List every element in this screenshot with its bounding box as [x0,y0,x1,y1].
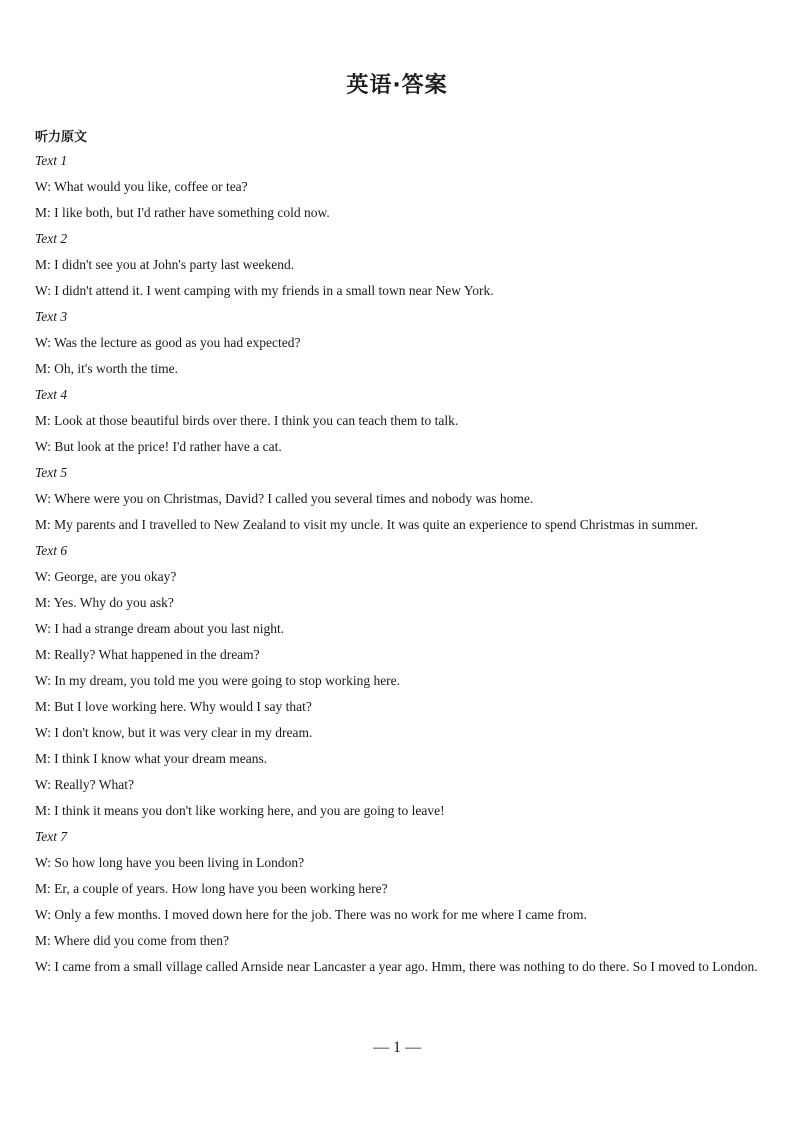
dialogue-line: M: But I love working here. Why would I say that? [35,699,312,714]
dialogue-line: W: Really? What? [35,777,134,792]
text-label: Text 1 [35,153,68,168]
dialogue-line: W: Where were you on Christmas, David? I called you several times and nobody was home. [35,491,534,506]
text-label: Text 6 [35,543,68,558]
dialogue-line: M: Oh, it's worth the time. [35,361,179,376]
dialogue-line: W: So how long have you been living in London? [35,855,305,870]
transcript [35,148,759,980]
text-label: Text 4 [35,387,68,402]
page-title: 英语·答案 [346,73,448,98]
dialogue-line: W: I came from a small village called Arnside near Lancaster a year ago. Hmm, there was nothing to do there. So I moved to London. [35,959,758,974]
text-label: Text 2 [35,231,68,246]
dialogue-line: W: What would you like, coffee or tea? [35,179,248,194]
dialogue-line: W: Only a few months. I moved down here for the job. There was no work for me where I came from. [35,907,587,922]
dialogue-line: M: Look at those beautiful birds over there. I think you can teach them to talk. [35,413,459,428]
dialogue-line: W: Was the lecture as good as you had expected? [35,335,301,350]
dialogue-line: W: In my dream, you told me you were going to stop working here. [35,673,401,688]
dialogue-line: M: My parents and I travelled to New Zealand to visit my uncle. It was quite an experience to spend Christmas in summer. [35,517,698,532]
dialogue-line: W: But look at the price! I'd rather have a cat. [35,439,282,454]
text-label: Text 3 [35,309,68,324]
dialogue-line: M: Really? What happened in the dream? [35,647,260,662]
dialogue-line: M: I like both, but I'd rather have something cold now. [35,205,330,220]
dialogue-line: W: I had a strange dream about you last night. [35,621,285,636]
section-heading: 听力原文 [35,130,88,145]
dialogue-line: W: I don't know, but it was very clear in my dream. [35,725,313,740]
dialogue-line: M: Where did you come from then? [35,933,229,948]
dialogue-line: M: I didn't see you at John's party last weekend. [35,257,295,272]
dialogue-line: M: Yes. Why do you ask? [35,595,174,610]
dialogue-line: W: George, are you okay? [35,569,177,584]
text-label: Text 5 [35,465,68,480]
text-label: Text 7 [35,829,68,844]
page-number: — 1 — [373,1039,421,1056]
dialogue-line: M: Er, a couple of years. How long have you been working here? [35,881,388,896]
dialogue-line: M: I think I know what your dream means. [35,751,268,766]
dialogue-line: W: I didn't attend it. I went camping with my friends in a small town near New York. [35,283,494,298]
dialogue-line: M: I think it means you don't like working here, and you are going to leave! [35,803,445,818]
